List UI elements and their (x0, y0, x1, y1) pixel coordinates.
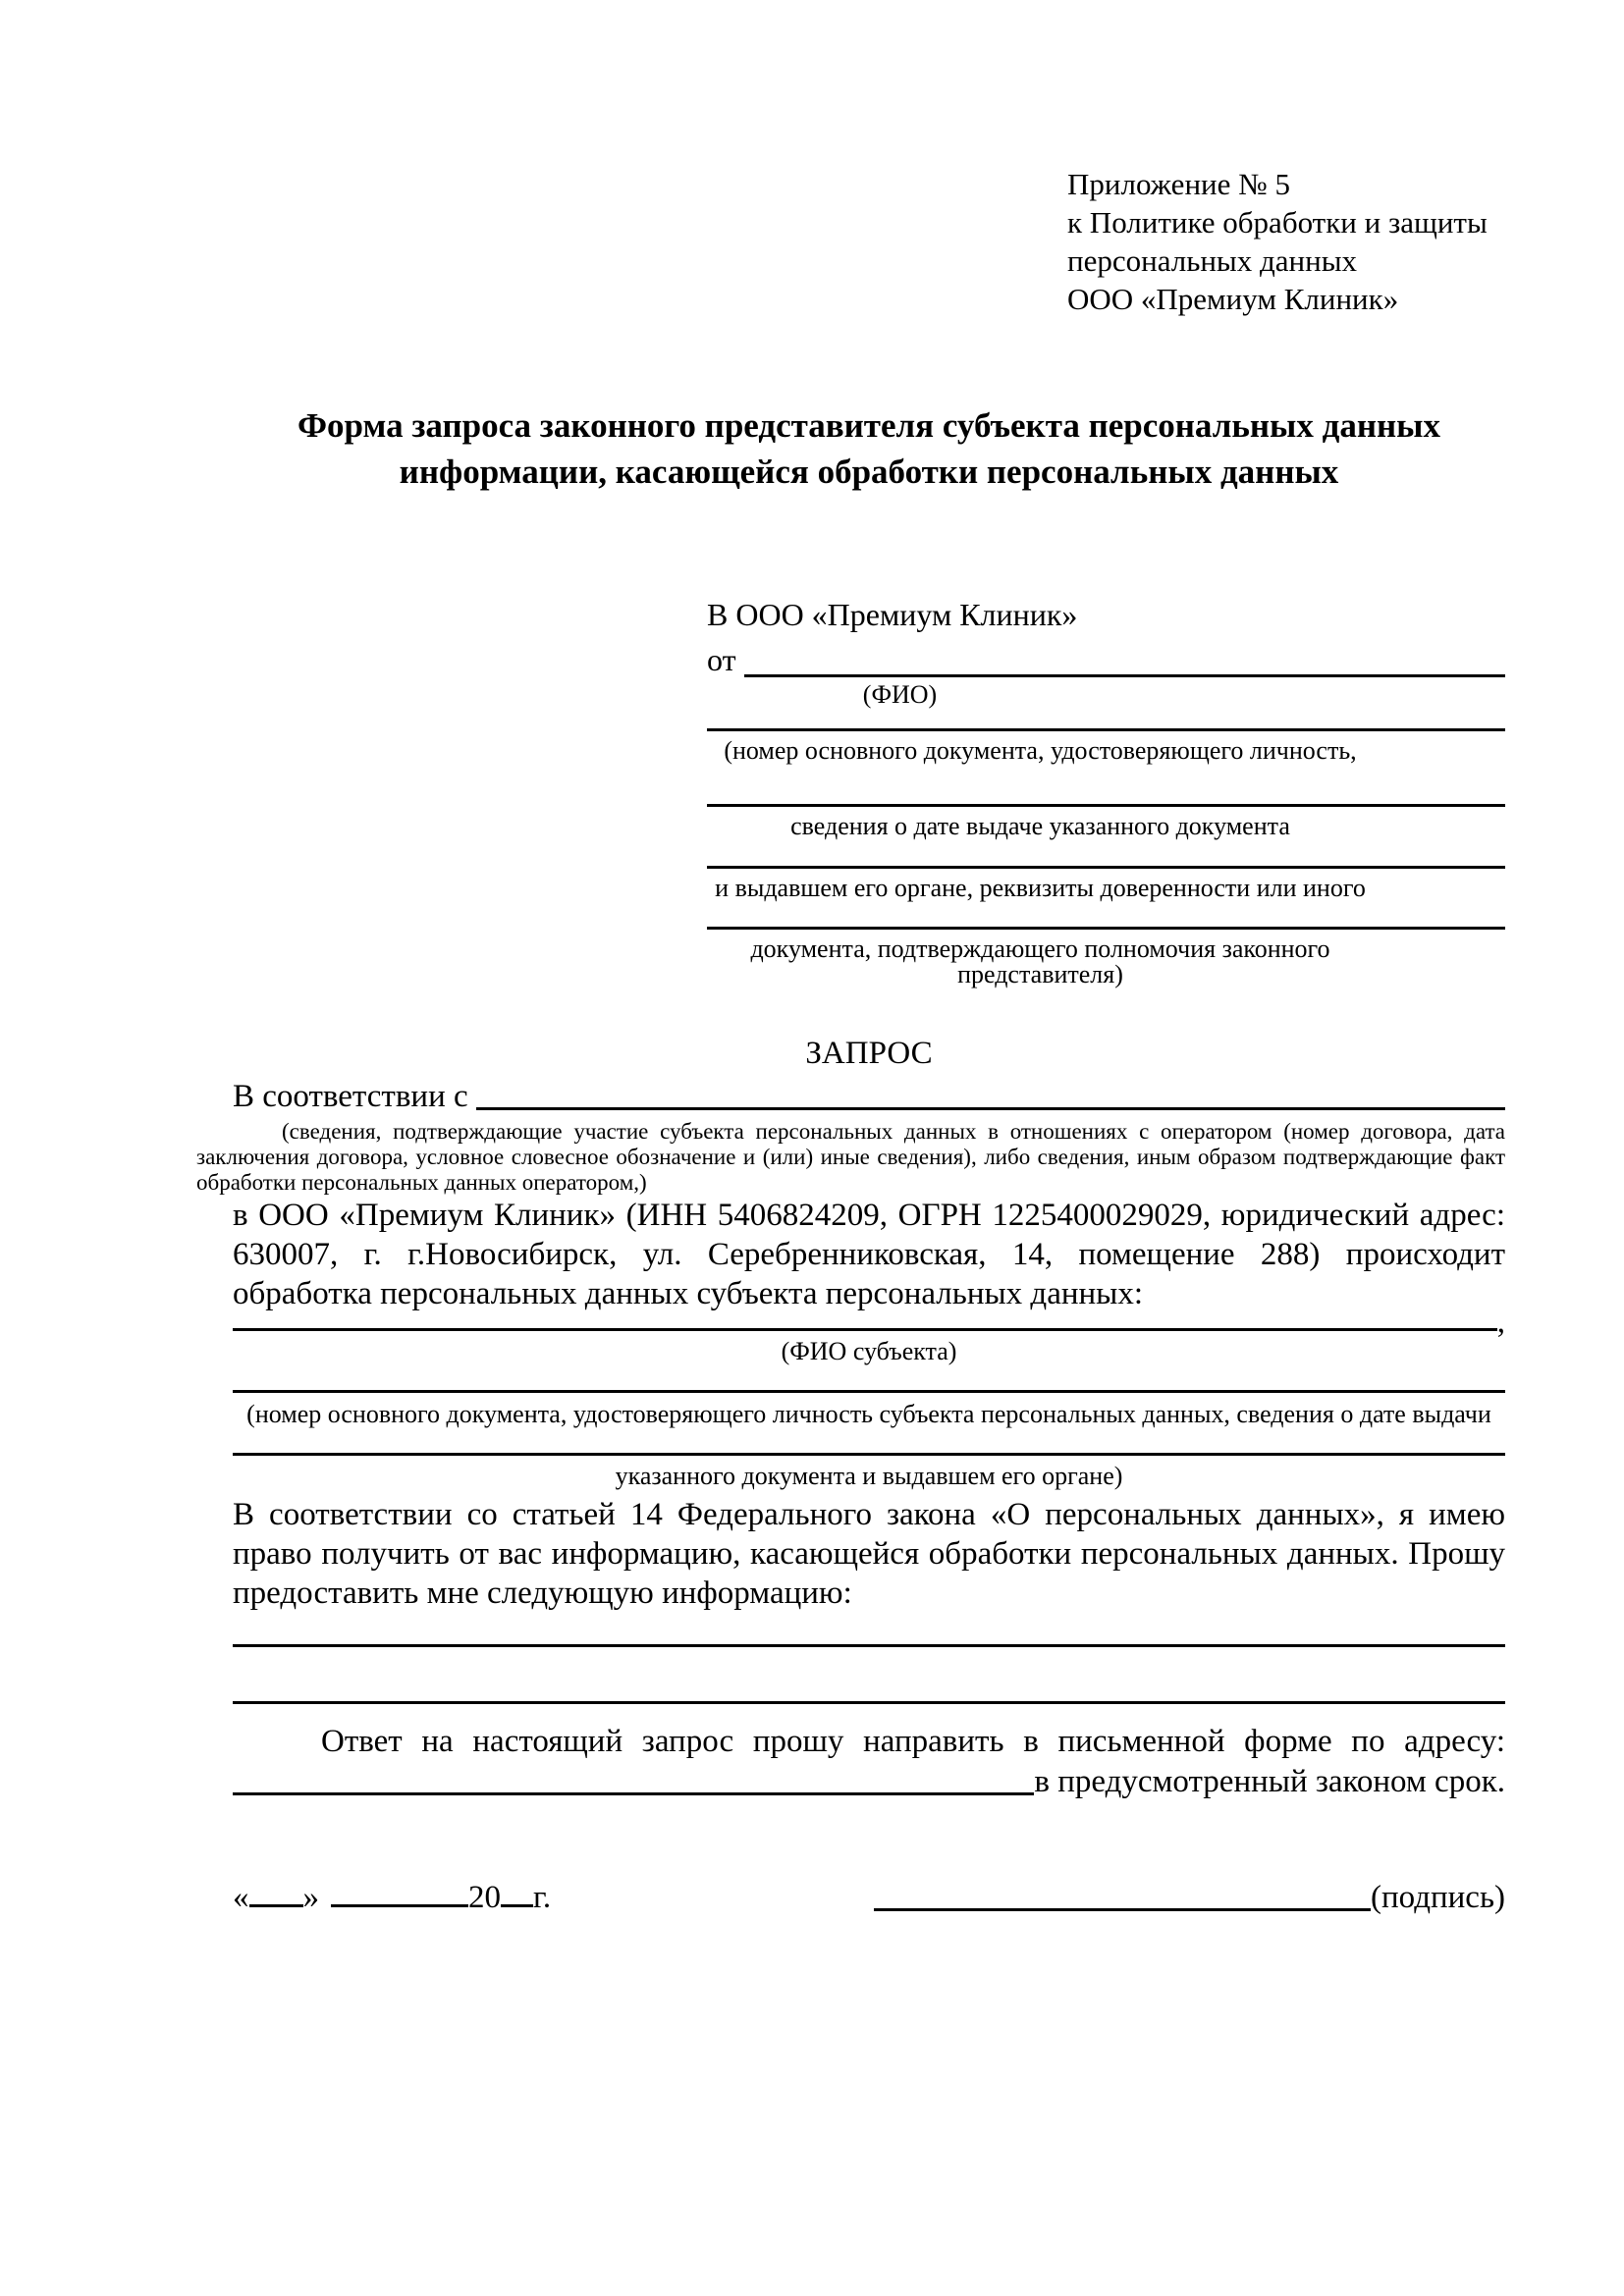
signature-group (874, 1879, 1505, 1916)
addressee-organization: В ООО «Премиум Клиник» (707, 597, 1078, 632)
caption-fio: (ФИО) (862, 680, 938, 709)
caption-authority-document: документа, подтверждающего полномочия законного представителя) (750, 934, 1330, 988)
subject-name-comma: , (1496, 1305, 1505, 1340)
addressee-block (707, 595, 1505, 988)
appendix-line: Приложение № 5 (1067, 167, 1290, 201)
reply-suffix: в предусмотренный законом срок. (1034, 1764, 1505, 1799)
reply-address-fill-line (233, 1792, 1034, 1795)
appendix-block (1067, 0, 1505, 318)
reply-address-row (233, 1763, 1505, 1800)
subject-name-fill-line (233, 1328, 1497, 1331)
date-year-prefix: 20 (468, 1880, 501, 1915)
caption-subject-document: (номер основного документа, удостоверяющего личность субъекта персональных данных, сведения о дате выдачи (246, 1400, 1491, 1428)
caption-issuing-authority: и выдавшем его органе, реквизиты доверенности или иного (715, 874, 1366, 902)
basis-label: В соответствии с (233, 1079, 468, 1114)
representative-document-fill-line (707, 728, 1505, 731)
requested-info-fill-line (233, 1644, 1505, 1647)
representative-power-fill-line (707, 927, 1505, 930)
date-year-suffix: г. (533, 1880, 552, 1915)
date-quote-close: » (302, 1880, 319, 1915)
subject-document-fill-line (233, 1390, 1505, 1393)
signature-fill-line (874, 1908, 1371, 1911)
requested-info-fill-line (233, 1701, 1505, 1704)
document-content (196, 0, 1505, 1916)
appendix-line: к Политике обработки и защиты (1067, 205, 1488, 240)
basis-row (233, 1081, 1505, 1113)
law-paragraph: В соответствии со статьей 14 Федерального закона «О персональных данных», я имею право получить от вас информацию, касающейся обработки персональных данных. Прошу предоставить мне следующую информацию: (233, 1497, 1505, 1611)
document-title: Форма запроса законного представителя субъекта персональных данных информации, касающейся обработки персональных данных (298, 406, 1440, 491)
subject-document-authority-fill-line (233, 1453, 1505, 1456)
caption-document-issue-date: сведения о дате выдаче указанного документа (790, 812, 1290, 840)
operator-paragraph: в ООО «Премиум Клиник» (ИНН 5406824209, ОГРН 1225400029029, юридический адрес: 630007, г. г.Новосибирск, ул. Серебренниковская, 14, помещение 288) происходит обработка персональных данных субъекта персональных данных: (233, 1198, 1505, 1311)
representative-document-date-fill-line (707, 804, 1505, 807)
date-quote-open: « (233, 1880, 249, 1915)
footer-row (233, 1879, 1505, 1916)
date-year-fill-line (501, 1900, 533, 1907)
date-day-fill-line (249, 1900, 303, 1907)
from-label: от (707, 642, 736, 677)
caption-subject-fio: (ФИО субъекта) (781, 1337, 957, 1365)
date-month-fill-line (331, 1900, 468, 1907)
subject-name-row (233, 1305, 1505, 1340)
date-group (233, 1879, 551, 1916)
reply-paragraph: Ответ на настоящий запрос прошу направить в письменной форме по адресу: (321, 1724, 1505, 1759)
appendix-line: ООО «Премиум Клиник» (1067, 282, 1399, 316)
from-row (707, 634, 1505, 677)
appendix-line: персональных данных (1067, 243, 1358, 278)
representative-authority-fill-line (707, 866, 1505, 869)
caption-subject-document-authority: указанного документа и выдавшем его органе) (615, 1462, 1123, 1490)
request-heading: ЗАПРОС (805, 1036, 933, 1071)
basis-caption: (сведения, подтверждающие участие субъекта персональных данных в отношениях с оператором (номер договора, дата заключения договора, условное словесное обозначение и (или) иные сведения), либо сведения, иным образом подтверждающие факт обработки персональных данных оператором,) (196, 1119, 1505, 1195)
signature-caption: (подпись) (1371, 1880, 1505, 1915)
representative-name-fill-line (744, 674, 1505, 677)
basis-fill-line (476, 1107, 1505, 1110)
caption-document-number: (номер основного документа, удостоверяющего личность, (724, 736, 1357, 765)
